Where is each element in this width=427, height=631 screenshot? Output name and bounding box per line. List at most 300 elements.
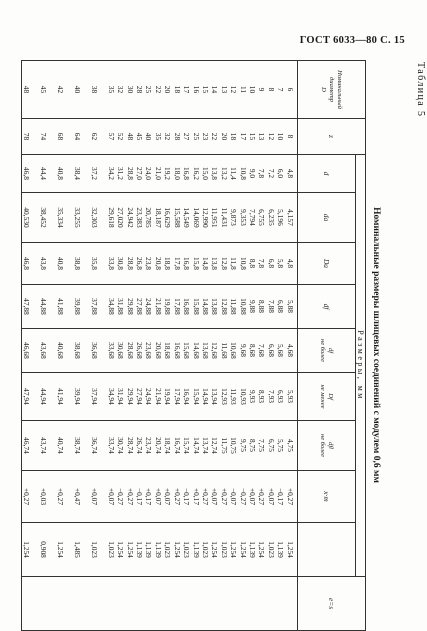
table-cell: 23: [200, 132, 210, 141]
col-header-Da: Da: [297, 243, 355, 285]
table-cell: 37,88: [89, 298, 99, 315]
table-cell: 18,187: [153, 207, 163, 228]
table-cell: 15,88: [191, 298, 201, 315]
table-cell: 6,755: [257, 209, 267, 226]
table-cell: 40,74: [56, 437, 66, 454]
table-cell: 11,88: [229, 298, 239, 315]
table-cell: 1,139: [153, 541, 163, 558]
table-cell: 38,8: [73, 257, 83, 270]
col-header-df: [297, 285, 355, 329]
table-cell: 38,68: [73, 342, 83, 359]
table-cell: −0,17: [135, 487, 145, 506]
table-cell: 21,88: [153, 298, 163, 315]
col-xm-values: [21, 471, 297, 523]
table-cell: −0,27: [238, 487, 248, 506]
table-cell: +0,07: [89, 487, 99, 506]
table-cell: 16,68: [172, 342, 182, 359]
table-cell: 14,88: [200, 298, 210, 315]
table-cell: 21,94: [153, 388, 163, 405]
table-cell: 34,88: [106, 298, 116, 315]
col-df-symbol: df: [321, 303, 331, 310]
table-cell: −0,27: [116, 487, 126, 506]
table-cell: 15,68: [182, 342, 192, 359]
table-cell: 20: [163, 85, 173, 94]
table-cell: 45: [135, 132, 145, 141]
table-cell: 13: [219, 85, 229, 94]
table-cell: 15: [247, 132, 257, 141]
table-cell: 29,618: [106, 207, 116, 228]
table-cell: 37,2: [89, 167, 99, 180]
table-cell: 1,139: [144, 541, 154, 558]
table-cell: 38,74: [73, 437, 83, 454]
table-cell: 4,157: [285, 209, 295, 226]
table-cell: 33,255: [73, 207, 83, 228]
col-e-values: [21, 523, 297, 577]
page-header: ГОСТ 6033—80 С. 15: [299, 35, 405, 46]
table-cell: 38,4: [73, 167, 83, 180]
table-cell: 45: [39, 85, 49, 94]
table-cell: 35,8: [89, 257, 99, 270]
table-cell: 5,75: [276, 439, 286, 452]
table-cell: 9,873: [229, 209, 239, 226]
table-cell: +0,27: [200, 487, 210, 506]
table-cell: 1,254: [285, 541, 295, 558]
table-cell: 1,139: [276, 541, 286, 558]
table-cell: 1,254: [257, 541, 267, 558]
table-cell: 12,88: [219, 298, 229, 315]
table-cell: 9,353: [238, 209, 248, 226]
table-cell: 15,94: [191, 388, 201, 405]
table-cell: 9,88: [247, 300, 257, 313]
table-cell: 11,8: [229, 257, 239, 270]
table-cell: 35,334: [56, 207, 66, 228]
table-cell: 7,88: [266, 300, 276, 313]
table-cell: −0,17: [182, 487, 192, 506]
col-dfl-note: не менее: [319, 384, 327, 409]
table-cell: 13,94: [210, 388, 220, 405]
group-header-razmery: Размеры, мм: [355, 155, 365, 577]
table-cell: 6,68: [266, 344, 276, 357]
table-cell: 15,8: [191, 257, 201, 270]
table-body-row: [21, 61, 297, 631]
table-cell: 7,2: [266, 168, 276, 179]
col-spare-values: [21, 577, 297, 631]
table-cell: 8: [285, 134, 295, 139]
table-cell: 28: [135, 85, 145, 94]
col-d-values: [21, 155, 297, 193]
col-D-line1: Номинальный: [336, 70, 344, 109]
col-header-da: da: [297, 193, 355, 243]
table-cell: 20,68: [153, 342, 163, 359]
col-header-d: d: [297, 155, 355, 193]
table-cell: 7: [276, 87, 286, 92]
table-cell: 8,88: [257, 300, 267, 313]
table-cell: 44,88: [39, 298, 49, 315]
col-Df-note: не более: [319, 338, 327, 363]
table-cell: 43,68: [39, 342, 49, 359]
col-dfl-symbol: Df: [327, 393, 335, 400]
table-cell: 37,94: [89, 388, 99, 405]
table-cell: 1,023: [182, 541, 192, 558]
table-cell: 20,8: [153, 257, 163, 270]
table-cell: 7,8: [257, 168, 267, 179]
col-dfl-values: [21, 373, 297, 421]
table-cell: 48: [125, 132, 135, 141]
table-cell: 6,93: [276, 390, 286, 403]
table-cell: 14,94: [200, 388, 210, 405]
table-cell: 1,023: [266, 541, 276, 558]
table-cell: 1,139: [135, 541, 145, 558]
table-cell: 25: [191, 132, 201, 141]
table-cell: 13,88: [210, 298, 220, 315]
table-cell: 9,0: [247, 168, 257, 179]
table-cell: 21,0: [153, 167, 163, 180]
table-cell: +0,07: [210, 487, 220, 506]
table-cell: 7,93: [266, 390, 276, 403]
table-cell: 10,93: [238, 388, 248, 405]
table-cell: 23,383: [135, 207, 145, 228]
table-cell: +0,07: [106, 487, 116, 506]
table-cell: 46,8: [22, 167, 32, 180]
table-cell: 64: [73, 132, 83, 141]
table-cell: 1,023: [219, 541, 229, 558]
col-dfl2-symbol: dfl: [327, 442, 335, 449]
table-cell: 1,254: [229, 541, 239, 558]
table-cell: 10: [247, 85, 257, 94]
table-cell: 6,88: [276, 300, 286, 313]
col-header-dfl2: [297, 421, 355, 471]
col-z-values: [21, 119, 297, 155]
table-cell: 6,235: [266, 209, 276, 226]
table-title: Номинальные размеры шлицевых соединений с модулем 0,6 мм: [371, 207, 381, 483]
table-cell: 10,88: [238, 298, 248, 315]
table-cell: 17: [182, 85, 192, 94]
table-cell: 46,74: [22, 437, 32, 454]
table-cell: 16,8: [182, 167, 192, 180]
col-header-D: [297, 61, 365, 119]
table-cell: 11,68: [219, 342, 229, 359]
table-cell: 7,794: [247, 209, 257, 226]
rotated-table-block: [22, 60, 388, 630]
table-cell: 8,93: [257, 390, 267, 403]
table-cell: 14: [210, 85, 220, 94]
table-cell: 22: [210, 132, 220, 141]
col-header-e: e=s: [297, 577, 365, 631]
table-cell: +0,27: [125, 487, 135, 506]
table-cell: 18,8: [163, 257, 173, 270]
table-cell: 33,74: [106, 437, 116, 454]
table-cell: 5,68: [276, 344, 286, 357]
table-cell: 16,88: [182, 298, 192, 315]
table-cell: 14,8: [200, 257, 210, 270]
table-cell: 48: [22, 85, 32, 94]
table-cell: 24,88: [144, 298, 154, 315]
table-cell: +0,07: [247, 487, 257, 506]
table-cell: 47,94: [22, 388, 32, 405]
table-cell: 13,68: [200, 342, 210, 359]
table-cell: 1,254: [116, 541, 126, 558]
table-cell: 1,254: [210, 541, 220, 558]
table-cell: 28,68: [125, 342, 135, 359]
table-cell: 16: [191, 85, 201, 94]
table-cell: 40,530: [22, 207, 32, 228]
table-cell: 36,68: [89, 342, 99, 359]
table-cell: 18,68: [163, 342, 173, 359]
table-cell: 27,94: [135, 388, 145, 405]
table-cell: 9: [257, 87, 267, 92]
table-cell: 7,8: [257, 258, 267, 269]
table-cell: 34,94: [106, 388, 116, 405]
table-cell: 15,588: [172, 207, 182, 228]
table-cell: 12,990: [200, 207, 210, 228]
table-cell: 1,254: [22, 541, 32, 558]
table-cell: 40,8: [56, 167, 66, 180]
table-cell: 30: [125, 85, 135, 94]
table-cell: 11,4: [229, 167, 239, 180]
table-cell: 14,68: [191, 342, 201, 359]
col-Df-values: [21, 329, 297, 373]
table-cell: 39,94: [73, 388, 83, 405]
table-cell: 39,88: [73, 298, 83, 315]
table-cell: 1,023: [106, 541, 116, 558]
table-cell: 4,68: [285, 344, 295, 357]
table-cell: 29,94: [125, 388, 135, 405]
table-cell: 41,94: [56, 388, 66, 405]
col-header-spare: [297, 523, 355, 577]
table-cell: 28,8: [125, 257, 135, 270]
table-cell: 13,74: [200, 437, 210, 454]
table-cell: 28: [172, 132, 182, 141]
table-cell: 20,74: [153, 437, 163, 454]
table-cell: 16,74: [172, 437, 182, 454]
table-cell: 24,94: [144, 388, 154, 405]
table-cell: 5,88: [285, 300, 295, 313]
table-cell: 1,139: [191, 541, 201, 558]
col-header-z: z: [297, 119, 365, 155]
table-cell: 12,74: [210, 437, 220, 454]
table-cell: 11,431: [219, 207, 229, 228]
table-cell: 16,629: [163, 207, 173, 228]
table-cell: 27: [182, 132, 192, 141]
table-cell: 10,8: [238, 257, 248, 270]
table-cell: 7,68: [257, 344, 267, 357]
table-cell: 33,8: [106, 257, 116, 270]
table-cell: 57: [106, 132, 116, 141]
table-cell: 19,2: [163, 167, 173, 180]
table-cell: 1,254: [172, 541, 182, 558]
table-cell: 43,8: [39, 257, 49, 270]
table-cell: 10,75: [229, 437, 239, 454]
table-cell: 12: [229, 85, 239, 94]
table-cell: 20,785: [144, 207, 154, 228]
table-cell: 1,254: [125, 541, 135, 558]
table-cell: 40,68: [56, 342, 66, 359]
table-cell: +0,03: [39, 487, 49, 506]
table-cell: 13: [257, 132, 267, 141]
table-cell: 74: [39, 132, 49, 141]
table-cell: 20: [219, 132, 229, 141]
table-cell: +0,47: [73, 487, 83, 506]
table-cell: 11,75: [219, 437, 229, 454]
table-cell: −0,17: [276, 487, 286, 506]
table-cell: 68: [56, 132, 66, 141]
table-cell: +0,27: [22, 487, 32, 506]
table-cell: 26,74: [135, 437, 145, 454]
table-cell: +0,07: [163, 487, 173, 506]
table-cell: 13,8: [210, 167, 220, 180]
table-cell: 23,8: [144, 257, 154, 270]
table-cell: +0,27: [56, 487, 66, 506]
table-cell: +0,17: [144, 487, 154, 506]
table-cell: 19,94: [163, 388, 173, 405]
table-cell: 8: [266, 87, 276, 92]
table-cell: 9,93: [247, 390, 257, 403]
table-cell: 18: [172, 85, 182, 94]
table-cell: 42: [56, 85, 66, 94]
table-cell: 12,8: [219, 257, 229, 270]
table-cell: 17,8: [172, 257, 182, 270]
table-cell: 36,74: [89, 437, 99, 454]
table-cell: 15,74: [182, 437, 192, 454]
table-cell: +0,07: [266, 487, 276, 506]
col-dfl2-note: не более: [319, 433, 327, 458]
table-cell: 7,75: [257, 439, 267, 452]
table-cell: 1,023: [89, 541, 99, 558]
table-cell: 22: [153, 85, 163, 94]
table-cell: 23,74: [144, 437, 154, 454]
table-cell: 4,75: [285, 439, 295, 452]
table-cell: +0,27: [285, 487, 295, 506]
table-cell: 10,8: [238, 167, 248, 180]
table-cell: 18,74: [163, 437, 173, 454]
table-cell: 11,93: [229, 388, 239, 405]
table-cell: 38,452: [39, 207, 49, 228]
table-cell: 9,75: [238, 439, 248, 452]
table-cell: 34,2: [106, 167, 116, 180]
table-cell: 10: [276, 132, 286, 141]
table-cell: 46,8: [22, 257, 32, 270]
table-cell: 13,2: [219, 167, 229, 180]
table-cell: 1,254: [56, 541, 66, 558]
table-cell: 47,88: [22, 298, 32, 315]
table-cell: 16,94: [182, 388, 192, 405]
table-caption: Таблица 5: [415, 62, 426, 118]
table-cell: 40: [144, 132, 154, 141]
table-cell: 35: [106, 85, 116, 94]
table-cell: 40,8: [56, 257, 66, 270]
table-cell: 38: [89, 85, 99, 94]
table-cell: 11,951: [210, 207, 220, 228]
col-header-xm: x·m: [297, 471, 355, 523]
table-cell: 11: [238, 85, 248, 94]
table-cell: 13,8: [210, 257, 220, 270]
table-cell: 9,68: [238, 344, 248, 357]
table-cell: 44,94: [39, 388, 49, 405]
table-cell: 19,88: [163, 298, 173, 315]
table-cell: 6,75: [266, 439, 276, 452]
table-cell: 16,8: [182, 257, 192, 270]
table-cell: 17,94: [172, 388, 182, 405]
table-cell: 32,303: [89, 207, 99, 228]
table-cell: 32: [116, 85, 126, 94]
table-cell: 0,908: [39, 541, 49, 558]
table-cell: 4,8: [285, 168, 295, 179]
col-header-Df: [297, 329, 355, 373]
table-cell: 31,2: [116, 167, 126, 180]
table-cell: 5,196: [276, 209, 286, 226]
table-cell: 6,8: [266, 258, 276, 269]
table-cell: +0,27: [257, 487, 267, 506]
table-cell: 12,68: [210, 342, 220, 359]
table-cell: 28,74: [125, 437, 135, 454]
table-cell: 52: [116, 132, 126, 141]
table-cell: 8,68: [247, 344, 257, 357]
table-cell: 23,68: [144, 342, 154, 359]
table-cell: 14,74: [191, 437, 201, 454]
table-cell: 27,88: [135, 298, 145, 315]
table-cell: 33,68: [106, 342, 116, 359]
table-cell: 24,942: [125, 207, 135, 228]
table-cell: 27,0: [135, 167, 145, 180]
table-cell: 15: [200, 85, 210, 94]
table-cell: 12: [266, 132, 276, 141]
table-cell: 78: [22, 132, 32, 141]
table-cell: 1,254: [238, 541, 248, 558]
table-cell: 14,069: [191, 207, 201, 228]
table-cell: 30,8: [116, 257, 126, 270]
table-cell: 26,8: [135, 257, 145, 270]
table-cell: 10,68: [229, 342, 239, 359]
table-cell: +0,07: [153, 487, 163, 506]
table-cell: 31,94: [116, 388, 126, 405]
col-Da-values: [21, 243, 297, 285]
table-cell: 1,023: [200, 541, 210, 558]
table-cell: 41,88: [56, 298, 66, 315]
table-cell: 44,4: [39, 167, 49, 180]
table-cell: +0,27: [172, 487, 182, 506]
table-cell: 43,74: [39, 437, 49, 454]
table-cell: 17,88: [172, 298, 182, 315]
table-cell: 5,93: [285, 390, 295, 403]
table-cell: 35: [153, 132, 163, 141]
table-cell: 1,023: [163, 541, 173, 558]
col-da-values: [21, 193, 297, 243]
table-cell: 24,0: [144, 167, 154, 180]
col-D-line3: D: [320, 87, 328, 92]
table-cell: 18,0: [172, 167, 182, 180]
table-cell: 25: [144, 85, 154, 94]
table-cell: 12,93: [219, 388, 229, 405]
table-cell: 31,88: [116, 298, 126, 315]
table-cell: 18: [229, 132, 239, 141]
table-cell: 1,139: [247, 541, 257, 558]
col-df-values: [21, 285, 297, 329]
table-cell: 1,485: [73, 541, 83, 558]
table-cell: 8,8: [247, 258, 257, 269]
table-cell: 5,8: [276, 258, 286, 269]
table-cell: 15,0: [200, 167, 210, 180]
table-cell: −0,07: [229, 487, 239, 506]
col-D-line2: диаметр: [328, 76, 336, 103]
table-cell: 62: [89, 132, 99, 141]
table-cell: 30,68: [116, 342, 126, 359]
col-D-values: [21, 61, 297, 119]
table-cell: 14,549: [182, 207, 192, 228]
dimensions-table: [21, 60, 366, 631]
table-cell: 29,88: [125, 298, 135, 315]
table-cell: +0,27: [219, 487, 229, 506]
table-cell: 4,8: [285, 258, 295, 269]
